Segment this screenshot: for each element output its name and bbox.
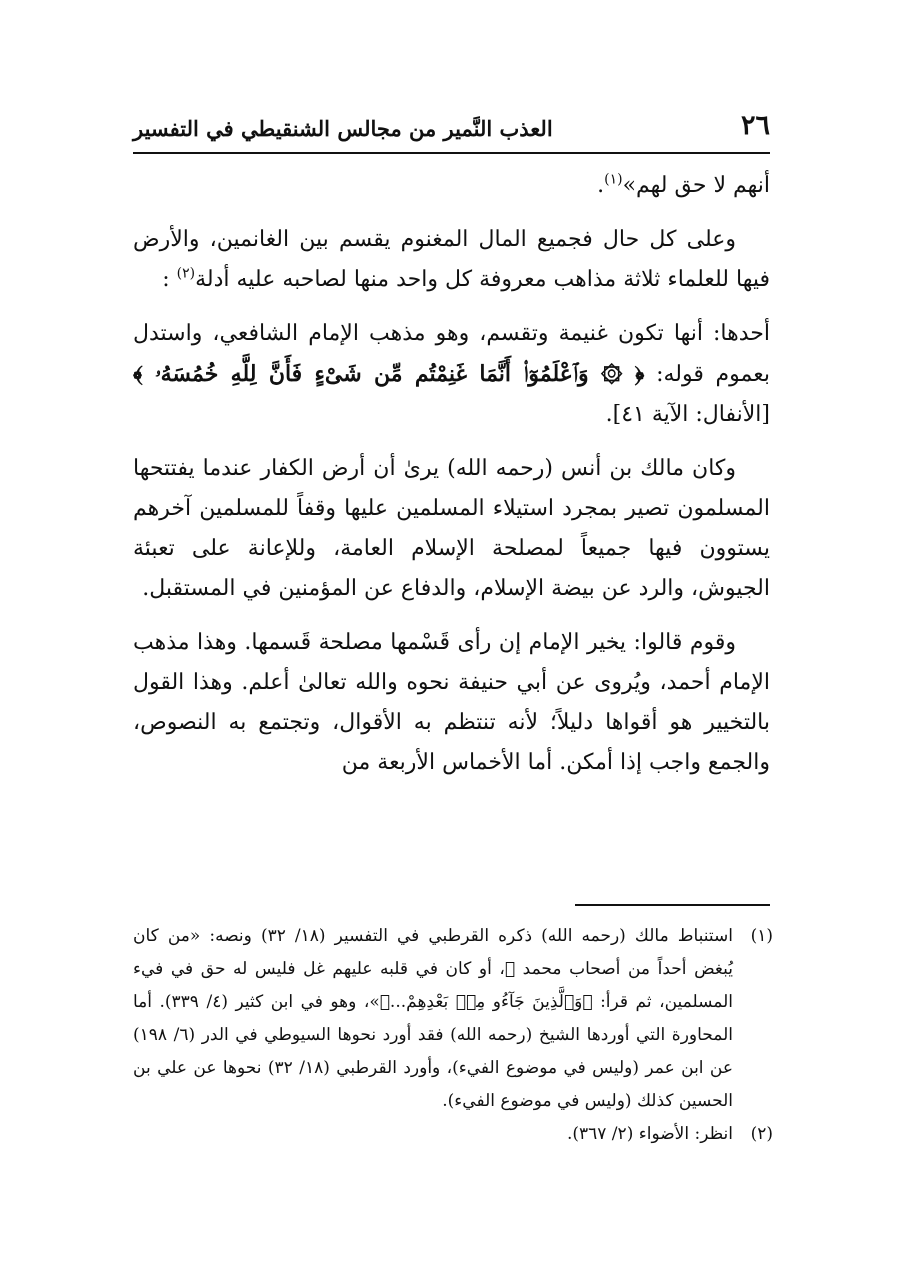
paragraph-3 — [133, 314, 770, 435]
paragraph-1-text: أنهم لا حق لهم» — [622, 173, 770, 198]
paragraph-2-end: : — [162, 267, 170, 292]
main-text — [133, 166, 770, 797]
page-header — [133, 108, 770, 152]
paragraph-3-text: أحدها: أنها تكون غنيمة وتقسم، وهو مذهب الإمام الشافعي، واستدل بعموم قوله: — [133, 321, 770, 387]
footnote-2-number: (٢) — [750, 1124, 773, 1144]
paragraph-1-end: . — [597, 173, 605, 198]
footnote-1 — [133, 920, 773, 1118]
paragraph-1 — [133, 166, 770, 206]
paragraph-4: وكان مالك بن أنس (رحمه الله) يرىٰ أن أرض الكفار عندما يفتتحها المسلمون تصير بمجرد استيلاء المسلمين عليها وقفاً للمسلمين آخرهم يستوون فيها جميعاً لمصلحة الإسلام العامة، وللإعانة على تعبئة الجيوش، والرد عن بيضة الإسلام، والدفاع عن المؤمنين في المستقبل. — [133, 456, 770, 601]
paragraph-2-text: وعلى كل حال فجميع المال المغنوم يقسم بين الغانمين، والأرض فيها للعلماء ثلاثة مذاهب معروفة كل واحد منها لصاحبه عليه أدلة — [133, 227, 770, 292]
paragraph-2 — [133, 220, 770, 300]
quran-verse: ﴿ ۞ وَٱعْلَمُوٓا۟ أَنَّمَا غَنِمْتُم مِّن شَىْءٍ فَأَنَّ لِلَّهِ خُمُسَهُۥ ﴾ — [133, 361, 645, 387]
footnote-2 — [133, 1118, 773, 1151]
verse-citation: [الأنفال: الآية ٤١]. — [605, 402, 770, 427]
footnote-ref-2[interactable]: (٢) — [176, 265, 196, 282]
footnote-2-text: انظر: الأضواء (٢/ ٣٦٧). — [566, 1124, 733, 1144]
footnote-1-number: (١) — [750, 926, 773, 946]
footnote-separator — [575, 904, 770, 906]
page-number: ٢٦ — [740, 110, 770, 141]
footnotes — [133, 920, 773, 1151]
footnote-1-text: استنباط مالك (رحمه الله) ذكره القرطبي في التفسير (١٨/ ٣٢) ونصه: «من كان يُبغض أحداً من أصحاب محمد ﷺ، أو كان في قلبه عليهم غل فليس له حق في فيء المسلمين، ثم قرأ: ﴿وَٱلَّذِينَ جَآءُو مِنۢ بَعْدِهِمْ...﴾»، وهو في ابن كثير (٤/ ٣٣٩). أما المحاورة التي أوردها الشيخ (رحمه الله) فقد أورد نحوها السيوطي في الدر (٦/ ١٩٨) عن ابن عمر (وليس في موضوع الفيء)، وأورد القرطبي (١٨/ ٣٢) نحوها عن علي بن الحسين كذلك (وليس في موضوع الفيء). — [133, 926, 734, 1111]
running-title: العذب النَّمير من مجالس الشنقيطي في التفسير — [133, 116, 553, 141]
footnote-ref-1[interactable]: (١) — [604, 171, 623, 188]
paragraph-5: وقوم قالوا: يخير الإمام إن رأى قَسْمها مصلحة قَسمها. وهذا مذهب الإمام أحمد، ويُروى عن أبي حنيفة نحوه والله تعالىٰ أعلم. وهذا القول بالتخيير هو أقواها دليلاً؛ لأنه تنتظم به الأقوال، وتجتمع به النصوص، والجمع واجب إذا أمكن. أما الأخماس الأربعة من — [133, 630, 770, 775]
header-rule — [133, 152, 770, 154]
